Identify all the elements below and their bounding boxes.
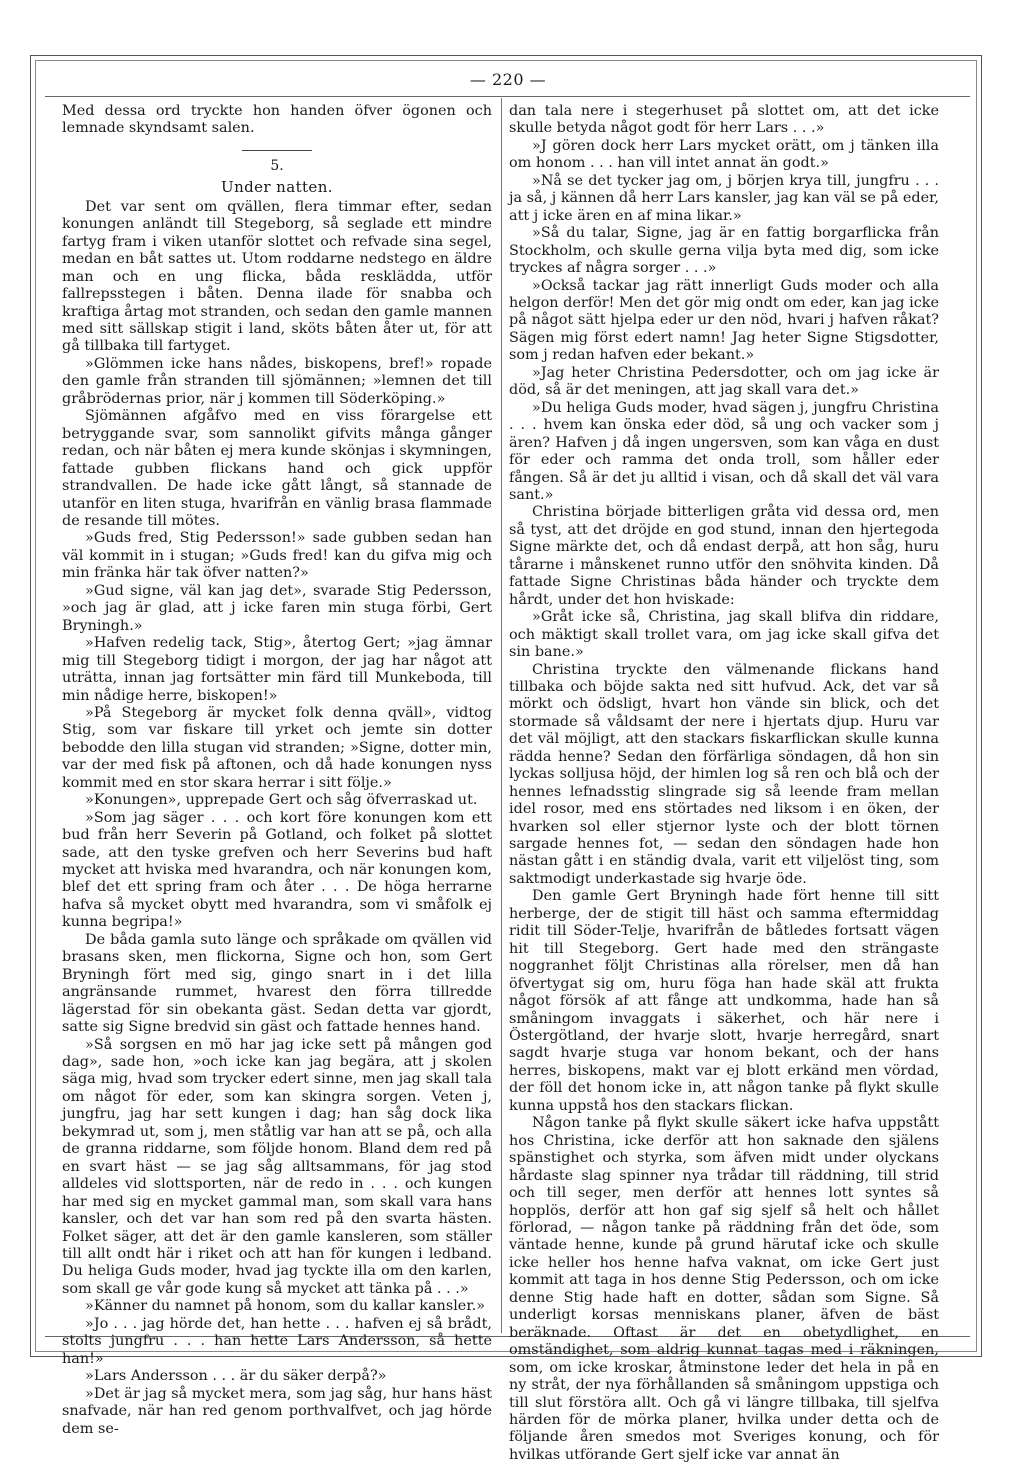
right-column <box>509 103 939 1463</box>
paragraph: »Det är jag så mycket mera, som jag såg, hur hans häst snafvade, när han red genom porthvalfvet, och jag hörde dem se- <box>62 1385 492 1437</box>
header-rule <box>45 96 970 97</box>
paragraph: »Så du talar, Signe, jag är en fattig borgarflicka från Stockholm, och skulle gerna vilja byta med dig, som icke tryckes af några sorger . . .» <box>509 225 939 277</box>
section-number: 5. <box>270 157 284 174</box>
section-divider <box>242 150 312 151</box>
paragraph: »J gören dock herr Lars mycket orätt, om j tänken illa om honom . . . han vill intet annat än godt.» <box>509 137 939 172</box>
paragraph: »Jag heter Christina Pedersdotter, och om jag icke är död, så är det meningen, att jag skall vara det.» <box>509 364 939 399</box>
paragraph: »Hafven redelig tack, Stig», återtog Gert; »jag ämnar mig till Stegeborg tidigt i morgon, der jag har något att uträtta, innan jag fortsätter min färd till Munkeboda, till min nådige herre, biskopen!» <box>62 635 492 704</box>
section-title: Under natten. <box>221 178 333 197</box>
right-opening-paragraph: dan tala nere i stegerhuset på slottet om, att det icke skulle betyda något godt för herr Lars . . .» <box>509 103 939 137</box>
paragraph: »Nå se det tycker jag om, j börjen krya till, jungfru . . . ja så, j kännen då herr Lars kansler, jag kan väl se på eder, att j icke ären en af mina likar.» <box>509 172 939 224</box>
paragraph: »Också tackar jag rätt innerligt Guds moder och alla helgon derför! Men det gör mig ondt om eder, kan jag icke på något sätt hjelpa eder ur den nöd, hvari j hafven råkat? Sägen mig först edert namn! Jag heter Signe Stigsdotter, som j redan hafven eder bekant.» <box>509 277 939 364</box>
paragraph: Det var sent om qvällen, flera timmar efter, sedan konungen anländt till Stegeborg, så seglade ett mindre fartyg fram i viken utanför slottet och refvade sina segel, medan en båt sattes ut. Utom roddarne nedstego en äldre man och en ung flicka, båda resklädda, utför fallrepsstegen i båten. Denna ilade för snabba och kraftiga årtag mot stranden, och sedan den gamle mannen med sitt sällskap stigit i land, sköts båten åter ut, för att gå tillbaka till fartyget. <box>62 198 492 355</box>
column-divider <box>501 98 502 1333</box>
paragraph: »Guds fred, Stig Pedersson!» sade gubben sedan han väl kommit in i stugan; »Guds fred! kan du gifva mig och min fränka här tak öfver natten?» <box>62 530 492 582</box>
paragraph: »Gråt icke så, Christina, jag skall blifva din riddare, och mäktigt skall trollet vara, om jag icke skall gifva det sin bane.» <box>509 609 939 661</box>
paragraph: Christina tryckte den välmenande flickans hand tillbaka och böjde sakta ned sitt hufvud. Ack, det var så mörkt och ödsligt, hvart hon vände sin blick, och det stormade så våldsamt der nere i hjertats djup. Huru var det väl möjligt, att den stackars fiskarflickan skulle kunna rädda henne? Sedan den förfärliga söndagen, då hon sin lyckas solljusa höjd, der himlen log så ren och blå och der hennes lefnadsstig slingrade sig så leende fram mellan idel rosor, med ens störtades ned liksom i en öken, der hvarken sol eller stjernor lyste och der blott törnen sargade hennes fot, — sedan den söndagen hade hon nästan gått i en ständig dvala, varit ett viljelöst ting, som saktmodigt underkastade sig hvarje öde. <box>509 661 939 887</box>
paragraph: Christina började bitterligen gråta vid dessa ord, men så tyst, att det dröjde en god stund, innan den hjertegoda Signe märkte det, och då endast derpå, att hon såg, huru tårarne i månskenet runno utför den snöhvita kinden. Då fattade Signe Christinas båda händer och tryckte dem hårdt, under det hon hviskade: <box>509 504 939 608</box>
paragraph: »Gud signe, väl kan jag det», svarade Stig Pedersson, »och jag är glad, att j icke faren min stuga förbi, Gert Bryningh.» <box>62 582 492 634</box>
left-opening-paragraph: Med dessa ord tryckte hon handen öfver ögonen och lemnade skyndsamt salen. <box>62 103 492 137</box>
paragraph: »Så sorgsen en mö har jag icke sett på mången god dag», sade hon, »och icke kan jag begära, att j skolen säga mig, hvad som trycker edert sinne, men jag skall tala om något för eder, som kan skingra sorgen. Veten j, jungfru, jag har sett kungen i dag; han såg dock lika bekymrad ut, som j, men ståtlig var han att se på, och alla de granna riddarne, som följde honom. Bland dem red på en svart häst — se jag såg alltsammans, för jag stod alldeles vid slottsporten, när de redo in . . . och kungen har med sig en mycket gammal man, som skall vara hans kansler, och det var han som red på den svarta hästen. Folket säger, att det är den gamle kansleren, som ställer till allt ondt här i riket och att han för kungen i ledband. Du heliga Guds moder, hvad jag tyckte illa om den karlen, som skall ge vår gode kung så mycket att tänka på . . .» <box>62 1036 492 1297</box>
paragraph: Den gamle Gert Bryningh hade fört henne till sitt herberge, der de stigit till häst och samma eftermiddag ridit till Söder-Telje, hvarifrån de båtledes fortsatt vägen hit till Stegeborg. Gert hade med den strängaste noggranhet följt Christinas alla rörelser, men då han öfvertygat sig om, huru föga han hade skäl att frukta något försök af att fånge att undkomma, hade han så småningom invaggats i säkerhet, och här nere i Östergötland, der hvarje slott, hvarje herregård, snart sagdt hvarje stuga var honom bekant, och der hans herres, biskopens, makt var ej blott erkänd men vördad, der föll det honom icke in, att någon tanke på flykt skulle kunna uppstå hos den stackars flickan. <box>509 888 939 1114</box>
page-number: — 220 — <box>469 70 547 89</box>
paragraph: »Glömmen icke hans nådes, biskopens, bref!» ropade den gamle från stranden till sjömännen; »lemnen det till gråbrödernas prior, när j kommen till Söderköping.» <box>62 355 492 407</box>
paragraph: »Som jag säger . . . och kort före konungen kom ett bud från herr Severin på Gotland, och folket på slottet sade, att den tyske grefven och herr Severins bud haft mycket att hviska med hvarandra, och när konungen kom, blef det ett spring fram och åter . . . De höga herrarne hafva så mycket obytt med hvarandra, som vi småfolk ej kunna begripa!» <box>62 809 492 931</box>
paragraph: De båda gamla suto länge och språkade om qvällen vid brasans sken, men flickorna, Signe och hon, som Gert Bryningh fört med sig, gingo snart in i det lilla angränsande rummet, hvarest den förra tillredde lägerstad för sin obekanta gäst. Sedan detta var gjordt, satte sig Signe bredvid sin gäst och fattade hennes hand. <box>62 931 492 1036</box>
paragraph: »Du heliga Guds moder, hvad sägen j, jungfru Christina . . . hvem kan önska eder död, så ung och vacker som j ären? Hafven j då ingen ungersven, som kan våga en dust för eder och ramma det onda troll, som håller eder fången. Så är det ju alltid i visan, och då skall det väl vara sant.» <box>509 399 939 503</box>
paragraph: »Lars Andersson . . . är du säker derpå?» <box>85 1368 387 1385</box>
left-column <box>62 103 492 1437</box>
paragraph: »På Stegeborg är mycket folk denna qväll», vidtog Stig, som var fiskare till yrket och jemte sin dotter bebodde den lilla stugan vid stranden; »Signe, dotter min, var der med fisk på aftonen, och då hade konungen nyss kommit med en stor skara herrar i sitt följe.» <box>62 704 492 791</box>
paragraph: Sjömännen afgåfvo med en viss förargelse ett betryggande svar, som sannolikt gifvits många gånger redan, och när båten ej mera kunde skönjas i skymningen, fattade gubben flickans hand och gick uppför strandvallen. De hade icke gått långt, så stannade de utanför en liten stuga, hvarifrån en vänlig brasa flammade de resande till mötes. <box>62 408 492 529</box>
paragraph: »Jo . . . jag hörde det, han hette . . . hafven ej så brådt, stolts jungfru . . . han hette Lars Andersson, så hette han!» <box>62 1315 492 1367</box>
paragraph: »Konungen», upprepade Gert och såg öfverraskad ut. <box>85 792 478 809</box>
paragraph: Någon tanke på flykt skulle säkert icke hafva uppstått hos Christina, icke derför att hon saknade den själens spänstighet och styrka, som äfven midt under olyckans hårdaste slag spinner nya trådar till räddning, till strid och till seger, men derför att hennes lott syntes så hopplös, derför att hon gaf sig sjelf så helt och hållet förlorad, — någon tanke på räddning från det öde, som väntade henne, kunde på grund härutaf icke och skulle icke heller hos henne hafva vaknat, om icke Gert just kommit att taga in hos denne Stig Pedersson, och om icke denne Stig hade haft en dotter, sådan som Signe. Så underligt korsas menniskans planer, äfven de bäst beräknade. Oftast är det en obetydlighet, en omständighet, som aldrig kunnat tagas med i räkningen, som, om icke kroskar, åtminstone leder det hela in på en ny stråt, der nya förhållanden så småningom uppstiga och till slut förstöra allt. Och gå vi längre tillbaka, till sjelfva härden för de mörka planer, hvilka under detta och de följande åren smedos mot Sveriges konung, och för hvilkas utförande Gert sjelf icke var annat än <box>509 1115 939 1463</box>
paragraph: »Känner du namnet på honom, som du kallar kansler.» <box>85 1298 485 1315</box>
